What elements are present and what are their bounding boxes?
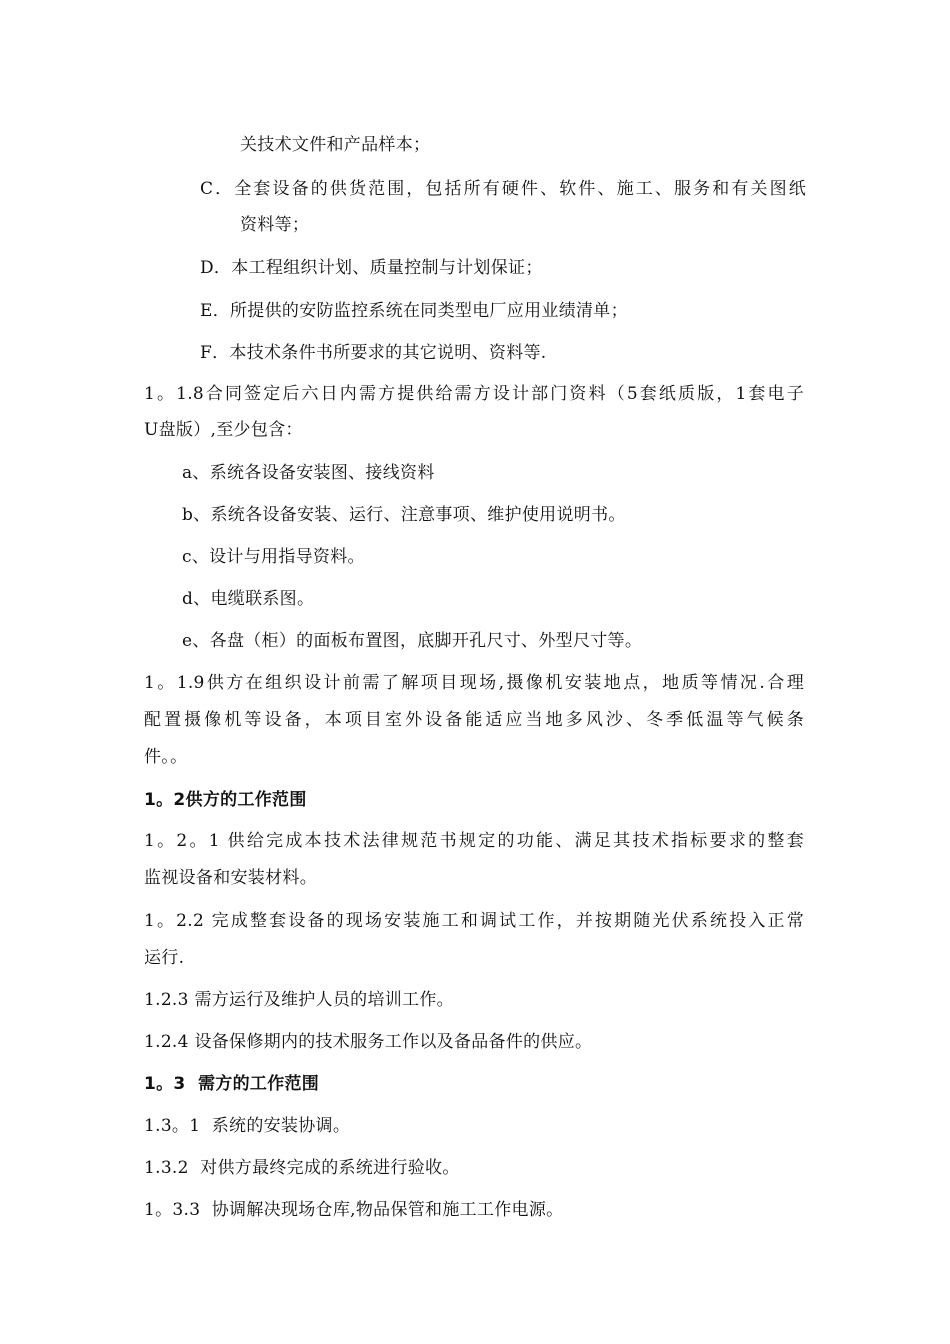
text-line: 件。。 [144,747,188,767]
list-item-e-lower: e、各盘（柜）的面板布置图，底脚开孔尺寸、外型尺寸等。 [182,631,643,651]
text-line: 资料等； [240,215,310,235]
section-heading-1-2: 1。2供方的工作范围 [144,790,307,810]
list-item-c-lower: c、设计与用指导资料。 [182,547,365,567]
paragraph-1-3-3: 1。3.3 协调解决现场仓库,物品保管和施工工作电源。 [144,1200,564,1220]
section-heading-1-3: 1。3 需方的工作范围 [144,1074,320,1094]
text-line: 运行. [144,948,185,968]
text-line: U盘版）,至少包含： [144,420,303,440]
paragraph-1-2-2: 1。2.2 完成整套设备的现场安装施工和调试工作，并按期随光伏系统投入正常 [144,911,804,931]
paragraph-1-3-2: 1.3.2 对供方最终完成的系统进行验收。 [144,1158,460,1178]
paragraph-1-2-4: 1.2.4 设备保修期内的技术服务工作以及备品备件的供应。 [144,1032,593,1052]
list-item-b: b、系统各设备安装、运行、注意事项、维护使用说明书。 [182,505,626,525]
list-item-a: a、系统各设备安装图、接线资料 [182,463,435,483]
text-line: 关技术文件和产品样本； [240,135,431,155]
paragraph-1-1-8: 1。1.8合同签定后六日内需方提供给需方设计部门资料（5套纸质版，1套电子 [144,384,804,404]
list-item-d-lower: d、电缆联系图。 [182,589,315,609]
paragraph-1-1-9: 1。1.9供方在组织设计前需了解项目现场,摄像机安装地点，地质等情况.合理 [144,673,804,693]
paragraph-1-2-3: 1.2.3 需方运行及维护人员的培训工作。 [144,990,454,1010]
list-item-e: E．所提供的安防监控系统在同类型电厂应用业绩清单； [200,301,628,321]
list-item-d: D．本工程组织计划、质量控制与计划保证； [200,258,543,278]
paragraph-1-2-1: 1。2。1 供给完成本技术法律规范书规定的功能、满足其技术指标要求的整套 [144,831,804,851]
text-line: 配置摄像机等设备，本项目室外设备能适应当地多风沙、冬季低温等气候条 [144,710,804,730]
paragraph-1-3-1: 1.3。1 系统的安装协调。 [144,1116,351,1136]
list-item-c: C．全套设备的供货范围，包括所有硬件、软件、施工、服务和有关图纸 [200,179,806,199]
list-item-f: F．本技术条件书所要求的其它说明、资料等. [200,343,547,363]
text-line: 监视设备和安装材料。 [144,868,317,888]
